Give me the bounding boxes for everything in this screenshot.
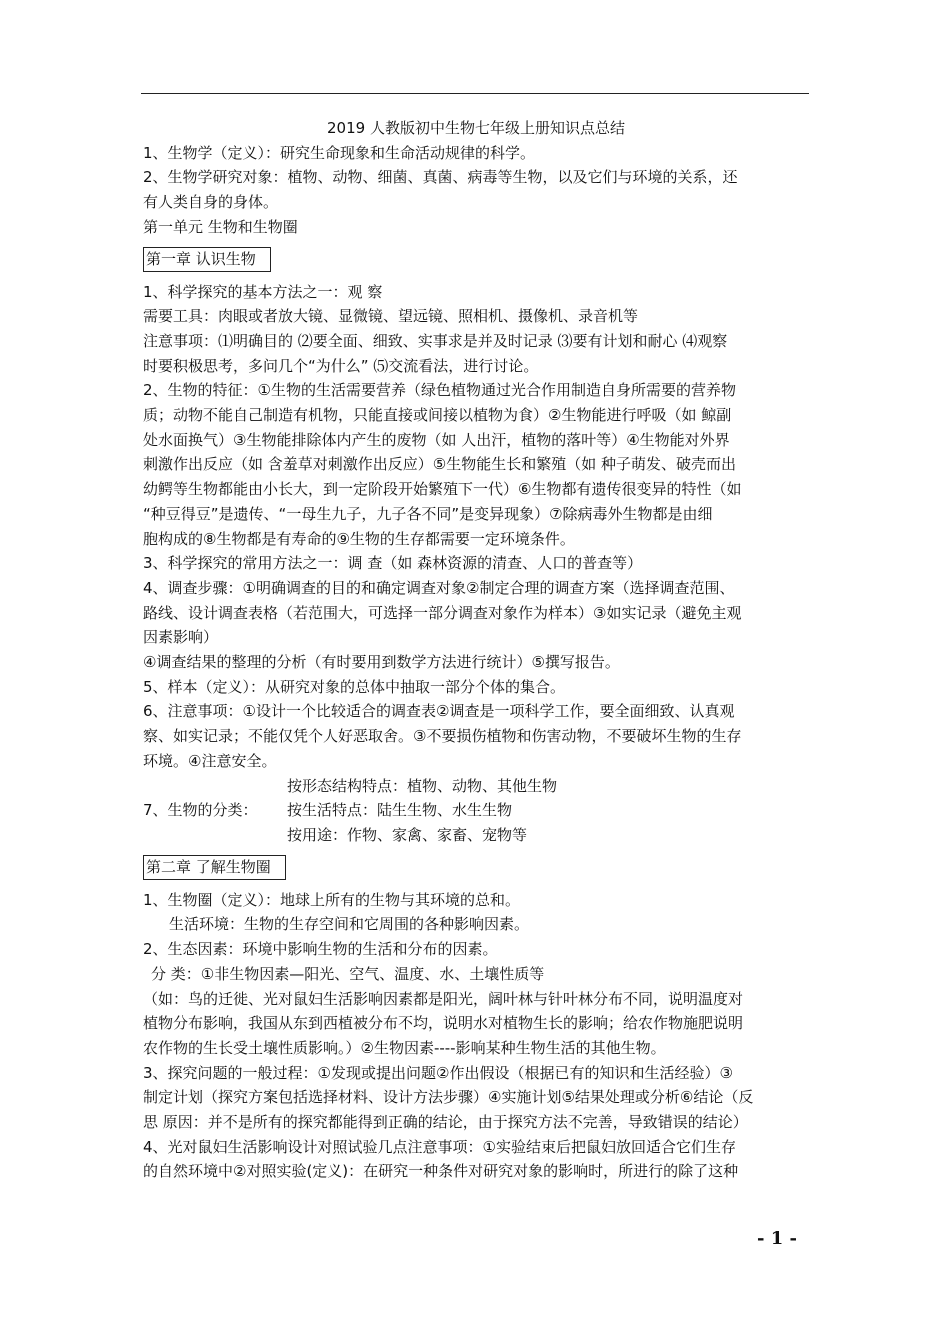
chapter1-line: 环境。④注意安全。	[143, 751, 277, 770]
chapter1-line: 幼鳄等生物都能由小长大，到一定阶段开始繁殖下一代）⑥生物都有遗传很变异的特性（如	[143, 480, 742, 499]
chapter1-line: 胞构成的⑧生物都是有寿命的⑨生物的生存都需要一定环境条件。	[143, 529, 575, 548]
chapter1-line: “种豆得豆”是遗传、“一母生九子，九子各不同”是变异现象）⑦除病毒外生物都是由细	[143, 504, 713, 523]
chapter2-line: 思 原因：并不是所有的探究都能得到正确的结论，由于探究方法不完善，导致错误的结论）	[143, 1113, 748, 1132]
chapter1-line: 6、注意事项：①设计一个比较适合的调查表②调查是一项科学工作，要全面细致、认真观	[143, 702, 735, 721]
classification-block	[143, 798, 809, 823]
chapter2-line: （如：鸟的迁徙、光对鼠妇生活影响因素都是阳光，阔叶林与针叶林分布不同，说明温度对	[143, 989, 744, 1008]
classification-label-spacer	[143, 823, 287, 848]
chapter1-line: 1、科学探究的基本方法之一：观 察	[143, 282, 383, 301]
chapter2-line: 2、生态因素：环境中影响生物的生活和分布的因素。	[143, 940, 498, 959]
unit-heading: 第一单元 生物和生物圈	[143, 217, 298, 236]
chapter2-line: 3、探究问题的一般过程：①发现或提出问题②作出假设（根据已有的知识和生活经验）③	[143, 1063, 733, 1082]
chapter2-line: 制定计划（探究方案包括选择材料、设计方法步骤）④实施计划⑤结果处理或分析⑥结论（反	[143, 1088, 754, 1107]
header-rule	[141, 93, 809, 94]
chapter1-line: 时要积极思考，多问几个“为什么” ⑸交流看法，进行讨论。	[143, 356, 539, 375]
page-number: - 1 -	[757, 1228, 797, 1249]
chapter1-line: 质；动物不能自己制造有机物，只能直接或间接以植物为食）②生物能进行呼吸（如 鲸副	[143, 406, 732, 425]
chapter2-line: 生活环境：生物的生存空间和它周围的各种影响因素。	[169, 915, 530, 934]
chapter1-line: 2、生物的特征：①生物的生活需要营养（绿色植物通过光合作用制造自身所需要的营养物	[143, 381, 736, 400]
chapter1-line: 需要工具：肉眼或者放大镜、显微镜、望远镜、照相机、摄像机、录音机等	[143, 307, 639, 326]
intro-line: 2、生物学研究对象：植物、动物、细菌、真菌、病毒等生物，以及它们与环境的关系，还	[143, 168, 738, 187]
chapter2-line: 1、生物圈（定义）：地球上所有的生物与其环境的总和。	[143, 890, 521, 909]
classification-item: 按形态结构特点：植物、动物、其他生物	[287, 776, 558, 795]
chapter2-line: 4、光对鼠妇生活影响设计对照试验几点注意事项：①实验结束后把鼠妇放回适合它们生存	[143, 1137, 736, 1156]
chapter1-line: 4、调查步骤：①明确调查的目的和确定调查对象②制定合理的调查方案（选择调查范围、	[143, 578, 735, 597]
chapter2-line: 植物分布影响，我国从东到西植被分布不均，说明水对植物生长的影响；给农作物施肥说明	[143, 1014, 744, 1033]
document-title: 2019 人教版初中生物七年级上册知识点总结	[327, 119, 625, 137]
chapter1-line: 5、样本（定义）：从研究对象的总体中抽取一部分个体的集合。	[143, 677, 566, 696]
chapter1-line: 刺激作出反应（如 含羞草对刺激作出反应）⑤生物能生长和繁殖（如 种子萌发、破壳而出	[143, 455, 736, 474]
document-body	[143, 116, 809, 1184]
chapter1-line: 路线、设计调查表格（若范围大，可选择一部分调查对象作为样本）③如实记录（避免主观	[143, 603, 742, 622]
classification-block	[143, 823, 809, 848]
chapter1-heading: 第一章 认识生物	[143, 247, 271, 272]
chapter2-line: 的自然环境中②对照实验(定义)：在研究一种条件对研究对象的影响时，所进行的除了这种	[143, 1162, 739, 1181]
classification-item: 按生活特点：陆生生物、水生生物	[287, 801, 513, 820]
chapter1-line: 察、如实记录；不能仅凭个人好恶取舍。③不要损伤植物和伤害动物，不要破坏生物的生存	[143, 727, 742, 746]
chapter2-heading: 第二章 了解生物圈	[143, 855, 286, 880]
classification-block	[143, 774, 809, 799]
chapter1-line: 3、科学探究的常用方法之一：调 查（如 森林资源的清查、人口的普查等）	[143, 554, 643, 573]
chapter2-line: 分 类：①非生物因素—阳光、空气、温度、水、土壤性质等	[151, 964, 545, 983]
chapter1-line: 注意事项：⑴明确目的 ⑵要全面、细致、实事求是并及时记录 ⑶要有计划和耐心 ⑷观察	[143, 331, 728, 350]
classification-label: 7、生物的分类：	[143, 801, 258, 820]
classification-label-spacer	[143, 774, 287, 799]
chapter1-line: ④调查结果的整理的分析（有时要用到数学方法进行统计）⑤撰写报告。	[143, 653, 620, 672]
intro-line: 有人类自身的身体。	[143, 193, 279, 212]
chapter1-line: 处水面换气）③生物能排除体内产生的废物（如 人出汗，植物的落叶等）④生物能对外界	[143, 430, 730, 449]
chapter1-line: 因素影响）	[143, 628, 219, 647]
chapter2-line: 农作物的生长受土壤性质影响。）②生物因素----影响某种生物生活的其他生物。	[143, 1038, 666, 1057]
intro-line: 1、生物学（定义）：研究生命现象和生命活动规律的科学。	[143, 143, 536, 162]
classification-item: 按用途：作物、家禽、家畜、宠物等	[287, 825, 528, 844]
